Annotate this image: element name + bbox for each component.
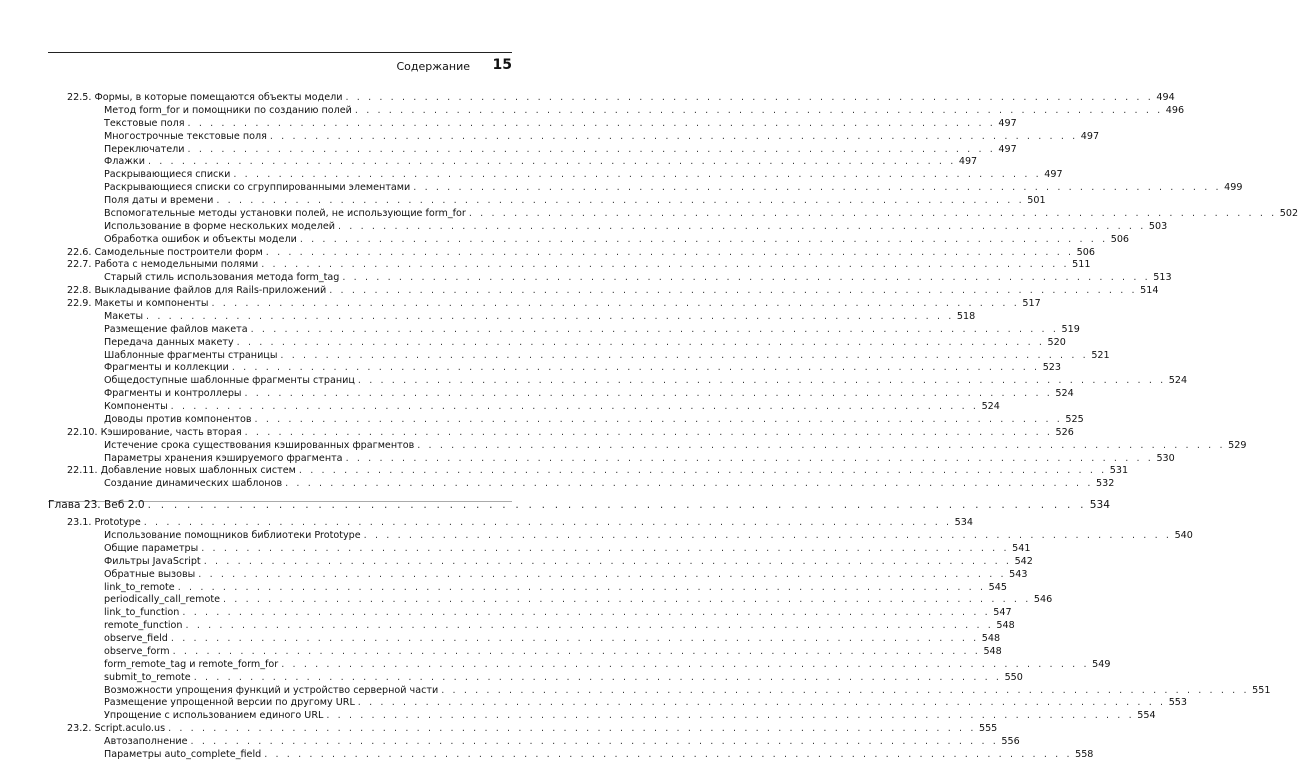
toc-entry-title: remote_function (104, 620, 183, 632)
toc-entry (48, 452, 1175, 466)
toc-entry-page: 526 (1055, 426, 1074, 438)
toc-entry-title: Многострочные текстовые поля (104, 130, 267, 142)
toc-entry-title: Старый стиль использования метода form_tag (104, 272, 340, 284)
toc-entry (48, 594, 1053, 607)
toc-entry-title: Шаблонные фрагменты страницы (104, 349, 278, 361)
toc-entry-title: observe_field (104, 633, 168, 644)
toc-leader-dots: . . . . . . . . . . . . . . . . . . . . . . . . . . . . . . . . . . . . . . . . . . . . . . . . . . . . . . . . . . . . . . . . . . . . . . . . (172, 645, 981, 657)
toc-entry-title: submit_to_remote (104, 671, 191, 683)
toc-entry (48, 259, 1091, 272)
toc-entry (48, 426, 1074, 440)
toc-entry-page: 511 (1072, 259, 1091, 271)
toc-entry-page: 541 (1012, 542, 1031, 554)
toc-leader-dots: . . . . . . . . . . . . . . . . . . . . . . . . . . . . . . . . . . . . . . . . . . . . . . . . . . . . . . . . . . . . . . . . . . . . . . . . (182, 607, 991, 619)
toc-entry-title: Вспомогательные методы установки полей, не использующие form_for (104, 207, 466, 219)
toc-entry-title: link_to_function (104, 607, 180, 619)
toc-entry (48, 736, 1020, 749)
toc-entry-page: 547 (993, 607, 1012, 619)
toc-entry-page: 494 (1156, 92, 1175, 103)
toc-entry-title: Раскрывающиеся списки (104, 169, 231, 181)
toc-entry-title: 23.1. Prototype (67, 517, 141, 529)
toc-entry-title: 23.2. Script.aculo.us (67, 723, 166, 735)
toc-entry-page: 551 (1252, 684, 1271, 696)
toc-leader-dots: . . . . . . . . . . . . . . . . . . . . . . . . . . . . . . . . . . . . . . . . . . . . . . . . . . . . . . . . . . . . . . . . . . . . . . . . (143, 517, 952, 529)
toc-entry (48, 478, 1115, 491)
toc-leader-dots: . . . . . . . . . . . . . . . . . . . . . . . . . . . . . . . . . . . . . . . . . . . . . . . . . . . . . . . . . . . . . . . . . . . . . . . . (468, 207, 1277, 219)
toc-entry-title: 22.5. Формы, в которые помещаются объекты модели (67, 92, 343, 103)
toc-entry-page: 497 (998, 117, 1017, 129)
toc-entry (48, 117, 1017, 131)
toc-entry (48, 607, 1012, 620)
toc-entry-page: 554 (1137, 710, 1156, 722)
toc-entry-title: Раскрывающиеся списки со сгруппированными элементами (104, 182, 411, 194)
toc-entry (48, 195, 1046, 208)
toc-entry-page: 548 (996, 620, 1015, 632)
toc-leader-dots: . . . . . . . . . . . . . . . . . . . . . . . . . . . . . . . . . . . . . . . . . . . . . . . . . . . . . . . . . . . . . . . . . . . . . . . . (326, 710, 1135, 722)
toc-entry (48, 581, 1007, 595)
toc-leader-dots: . . . . . . . . . . . . . . . . . . . . . . . . . . . . . . . . . . . . . . . . . . . . . . . . . . . . . . . . . . . . . . . . . . . . . . . . (413, 182, 1222, 194)
toc-leader-dots: . . . . . . . . . . . . . . . . . . . . . . . . . . . . . . . . . . . . . . . . . . . . . . . . . . . . . . . . . . . . . . . . . . . . . . . . (216, 195, 1025, 206)
toc-entry-page: 524 (1055, 388, 1074, 400)
toc-leader-dots: . . . . . . . . . . . . . . . . . . . . . . . . . . . . . . . . . . . . . . . . . . . . . . . . . . . . . . . . . . . . . . . . . . . . . . . . (198, 568, 1007, 580)
toc-entry-page: 506 (1110, 233, 1130, 245)
toc-leader-dots: . . . . . . . . . . . . . . . . . . . . . . . . . . . . . . . . . . . . . . . . . . . . . . . . . . . . . . . . . . . . . . . . . . . . . . . . (236, 336, 1045, 348)
toc-entry (48, 388, 1074, 401)
toc-entry (48, 349, 1110, 363)
toc-entry (48, 207, 1298, 221)
toc-leader-dots: . . . . . . . . . . . . . . . . . . . . . . . . . . . . . . . . . . . . . . . . . . . . . . . . . . . . . . . . . . . . . . . . . . . . . . . . (211, 298, 1020, 309)
toc-leader-dots: . . . . . . . . . . . . . . . . . . . . . . . . . . . . . . . . . . . . . . . . . . . . . . . . . . . . . . . . . . . . . . . . . . . . . . . . (177, 581, 986, 593)
toc-entry-title: Истечение срока существования кэшированных фрагментов (104, 439, 415, 451)
toc-entry (48, 401, 1000, 414)
toc-entry-page: 556 (1001, 736, 1020, 747)
toc-entry (48, 530, 1193, 543)
toc-entry (48, 723, 998, 736)
toc-entry-title: 22.9. Макеты и компоненты (67, 298, 209, 309)
toc-entry (48, 568, 1028, 582)
toc-entry-page: 497 (958, 156, 978, 168)
toc-entry-page: 540 (1174, 530, 1193, 541)
toc-entry-title: Переключатели (104, 143, 185, 155)
toc-entry (48, 246, 1095, 260)
toc-entry-title: Фрагменты и контроллеры (104, 388, 242, 400)
toc-entry (48, 323, 1080, 337)
toc-entry (48, 298, 1041, 311)
toc-entry-page: 555 (978, 723, 998, 735)
toc-entry-page: 534 (1089, 499, 1110, 512)
toc-entry (48, 362, 1062, 375)
running-head-title: Содержание (396, 60, 470, 73)
toc-entry-title: 22.11. Добавление новых шаблонных систем (67, 465, 296, 477)
toc-entry-page: 501 (1027, 195, 1046, 206)
toc-entry-page: 519 (1061, 323, 1080, 335)
toc-entry-page: 534 (954, 517, 973, 529)
toc-leader-dots: . . . . . . . . . . . . . . . . . . . . . . . . . . . . . . . . . . . . . . . . . . . . . . . . . . . . . . . . . . . . . . . . . . . . . . . . (168, 723, 976, 735)
toc-leader-dots: . . . . . . . . . . . . . . . . . . . . . . . . . . . . . . . . . . . . . . . . . . . . . . . . . . . . . . . . . . . . . . . . . . . . . . . . (265, 246, 1074, 258)
toc-entry-page: 496 (1165, 104, 1185, 116)
toc-entry (48, 310, 976, 324)
toc-entry (48, 220, 1168, 234)
toc-leader-dots: . . . . . . . . . . . . . . . . . . . . . . . . . . . . . . . . . . . . . . . . . . . . . . . . . . . . . . . . . . . . . . . . . . . . . . . . (329, 285, 1138, 297)
toc-entry-title: Размещение упрощенной версии по другому URL (104, 697, 355, 709)
toc-entry-title: Упрощение с использованием единого URL (104, 710, 324, 722)
toc-entry-page: 529 (1228, 439, 1247, 451)
toc-leader-dots: . . . . . . . . . . . . . . . . . . . . . . . . . . . . . . . . . . . . . . . . . . . . . . . . . . . . . . . . . . . . . . . . . . . . . . . . (254, 413, 1063, 425)
toc-entry (48, 645, 1002, 659)
toc-entry (48, 517, 973, 530)
toc-leader-dots: . . . . . . . . . . . . . . . . . . . . . . . . . . . . . . . . . . . . . . . . . . . . . . . . . . . . . . . . . . . . . . . . . . . . . . . . (233, 169, 1042, 181)
toc-entry-title: Метод form_for и помощники по созданию полей (104, 104, 352, 116)
toc-leader-dots: . . . . . . . . . . . . . . . . . . . . . . . . . . . . . . . . . . . . . . . . . . . . . . . . . . . . . . . . . . . . . . . . . . . . . . . . (354, 104, 1163, 116)
toc-entry-page: 549 (1092, 658, 1111, 670)
toc-entry-page: 531 (1109, 465, 1129, 477)
toc-entry (48, 710, 1156, 723)
toc-entry (48, 439, 1247, 453)
toc-entry-title: Обработка ошибок и объекты модели (104, 233, 297, 245)
toc-leader-dots: . . . . . . . . . . . . . . . . . . . . . . . . . . . . . . . . . . . . . . . . . . . . . . . . . . . . . . . . . . . . . . . . . . . . . . . . (231, 362, 1040, 374)
toc-entry-page: 517 (1022, 298, 1041, 309)
toc-entry-page: 521 (1091, 349, 1110, 361)
page-header (48, 52, 512, 83)
toc-entry-page: 548 (981, 633, 1001, 644)
toc-entry-title: Макеты (104, 310, 144, 322)
toc-entry (48, 336, 1066, 350)
toc-leader-dots: . . . . . . . . . . . . . . . . . . . . . . . . . . . . . . . . . . . . . . . . . . . . . . . . . . . . . . . . . . . . . . . . . . . . . . . . (170, 401, 979, 412)
toc-entry (48, 542, 1031, 556)
toc-leader-dots: . . . . . . . . . . . . . . . . . . . . . . . . . . . . . . . . . . . . . . . . . . . . . . . . . . . . . . . . . . . . . . . . . . . . . . . . (345, 452, 1154, 464)
toc-leader-dots: . . . . . . . . . . . . . . . . . . . . . . . . . . . . . . . . . . . . . . . . . . . . . . . . . . . . . . . . . . . . . . . . . . . . . . . . (342, 272, 1151, 284)
toc-leader-dots: . . . . . . . . . . . . . . . . . . . . . . . . . . . . . . . . . . . . . . . . . . . . . . . . . . . . . . . . . . . . . . . . . . . . . . . . (190, 736, 999, 747)
toc-entry-page: 532 (1096, 478, 1115, 490)
toc-entry (48, 748, 1094, 762)
toc-leader-dots: . . . . . . . . . . . . . . . . . . . . . . . . . . . . . . . . . . . . . . . . . . . . . . . . . . . . . . . . . . . . . . . . . . . . . . . . (244, 426, 1053, 438)
toc-entry (48, 413, 1084, 427)
toc-entry-title: Фильтры JavaScript (104, 555, 201, 567)
toc-entry-page: 499 (1224, 182, 1243, 194)
toc-entry (48, 375, 1188, 388)
toc-entry-title: Поля даты и времени (104, 195, 214, 206)
toc-entry-page: 546 (1033, 594, 1053, 606)
toc-entry (48, 555, 1033, 569)
toc-entry-page: 550 (1004, 671, 1023, 683)
toc-leader-dots: . . . . . . . . . . . . . . . . . . . . . . . . . . . . . . . . . . . . . . . . . . . . . . . . . . . . . . . . . . . . . . . . . . . . . . . . (261, 259, 1070, 271)
toc-leader-dots: . . . . . . . . . . . . . . . . . . . . . . . . . . . . . . . . . . . . . . . . . . . . . . . . . . . . . . . . . . . . . . . . . . . . . . . . (187, 117, 996, 129)
toc-entry-page: 497 (1044, 169, 1063, 181)
toc-leader-dots: . . . . . . . . . . . . . . . . . . . . . . . . . . . . . . . . . . . . . . . . . . . . . . . . . . . . . . . . . . . . . . . . . . . . . . . . (299, 233, 1108, 245)
toc-entry-page: 497 (998, 143, 1017, 155)
toc-leader-dots: . . . . . . . . . . . . . . . . . . . . . . . . . . . . . . . . . . . . . . . . . . . . . . . . . . . . . . . . . . . . . . . . . . . . . . . . (441, 684, 1250, 696)
toc-entry (48, 169, 1063, 182)
toc-leader-dots: . . . . . . . . . . . . . . . . . . . . . . . . . . . . . . . . . . . . . . . . . . . . . . . . . . . . . . . . . . . . . . . . . . . . . . . . (357, 375, 1166, 387)
table-of-contents (48, 92, 1298, 762)
toc-entry (48, 156, 978, 169)
toc-leader-dots: . . . . . . . . . . . . . . . . . . . . . . . . . . . . . . . . . . . . . . . . . . . . . . . . . . . . . . . . . . . . . . . . . . . . . . . . (357, 697, 1166, 709)
toc-entry-title: Использование помощников библиотеки Prototype (104, 530, 361, 541)
toc-entry-page: 518 (956, 310, 976, 322)
toc-leader-dots: . . . . . . . . . . . . . . . . . . . . . . . . . . . . . . . . . . . . . . . . . . . . . . . . . . . . . . . . . . . . . . . . . . . . . . . . (170, 633, 979, 644)
toc-leader-dots: . . . . . . . . . . . . . . . . . . . . . . . . . . . . . . . . . . . . . . . . . . . . . . . . . . . . . . . . . . . . . . . . . . . . . . . . (417, 439, 1226, 451)
toc-entry-title: Глава 23. Веб 2.0 (48, 499, 145, 512)
toc-entry-title: Использование в форме нескольких моделей (104, 220, 335, 232)
toc-entry (48, 233, 1130, 247)
toc-entry-page: 553 (1168, 697, 1187, 709)
toc-leader-dots: . . . . . . . . . . . . . . . . . . . . . . . . . . . . . . . . . . . . . . . . . . . . . . . . . . . . . . . . . . . . . . . . . . . . . . . . (281, 658, 1090, 670)
toc-entry (48, 684, 1271, 698)
toc-leader-dots: . . . . . . . . . . . . . . . . . . . . . . . . . . . . . . . . . . . . . . . . . . . . . . . . . . . . . . . . . . . . . . . . . . . . . . . . (363, 530, 1172, 541)
toc-entry-title: Общедоступные шаблонные фрагменты страниц (104, 375, 355, 387)
toc-entry-page: 514 (1140, 285, 1159, 297)
toc-leader-dots: . . . . . . . . . . . . . . . . . . . . . . . . . . . . . . . . . . . . . . . . . . . . . . . . . . . . . . . . . . . . . . . . . . . . . . . . (185, 620, 994, 632)
toc-entry-title: periodically_call_remote (104, 594, 220, 606)
toc-leader-dots: . . . . . . . . . . . . . . . . . . . . . . . . . . . . . . . . . . . . . . . . . . . . . . . . . . . . . . . . . . . . . . . . . . . . . . . . (298, 465, 1107, 477)
toc-entry-title: Передача данных макету (104, 336, 234, 348)
toc-entry-page: 530 (1156, 452, 1175, 464)
toc-entry-title: Флажки (104, 156, 145, 168)
toc-entry (48, 104, 1185, 118)
toc-entry-title: Обратные вызовы (104, 568, 196, 580)
toc-chapter-entry (48, 497, 1110, 513)
page-number: 15 (492, 57, 512, 73)
toc-entry (48, 633, 1001, 646)
toc-entry-title: observe_form (104, 645, 170, 657)
toc-leader-dots: . . . . . . . . . . . . . . . . . . . . . . . . . . . . . . . . . . . . . . . . . . . . . . . . . . . . . . . . . . . . . . . . . . . . . . . . (337, 220, 1146, 232)
toc-entry (48, 620, 1015, 633)
toc-entry-page: 524 (981, 401, 1000, 412)
toc-entry-title: Компоненты (104, 401, 168, 412)
toc-leader-dots: . . . . . . . . . . . . . . . . . . . . . . . . . . . . . . . . . . . . . . . . . . . . . . . . . . . . . . . . . . . . . . . . . . . . . . . . (244, 388, 1053, 400)
toc-entry (48, 143, 1017, 157)
toc-leader-dots: . . . . . . . . . . . . . . . . . . . . . . . . . . . . . . . . . . . . . . . . . . . . . . . . . . . . . . . . . . . . . . . . . . . . . . . . (250, 323, 1059, 335)
toc-entry-page: 503 (1148, 220, 1168, 232)
toc-entry (48, 658, 1111, 672)
toc-entry-page: 502 (1279, 207, 1298, 219)
toc-entry-page: 520 (1047, 336, 1066, 348)
toc-entry (48, 697, 1187, 710)
toc-entry-page: 506 (1076, 246, 1095, 258)
toc-entry-page: 542 (1014, 555, 1033, 567)
toc-entry-page: 548 (983, 645, 1002, 657)
toc-leader-dots: . . . . . . . . . . . . . . . . . . . . . . . . . . . . . . . . . . . . . . . . . . . . . . . . . . . . . . . . . . . . . . . . . . . . . . . . (222, 594, 1031, 606)
toc-entry-title: Автозаполнение (104, 736, 188, 747)
toc-entry-page: 543 (1009, 568, 1028, 580)
toc-entry (48, 130, 1100, 144)
toc-leader-dots: . . . . . . . . . . . . . . . . . . . . . . . . . . . . . . . . . . . . . . . . . . . . . . . . . . . . . . . . . . . . . . . . . . . . . . . . (147, 156, 956, 168)
toc-leader-dots: . . . . . . . . . . . . . . . . . . . . . . . . . . . . . . . . . . . . . . . . . . . . . . . . . . . . . . . . . . . . . . . . . . . . . . . . (193, 671, 1002, 683)
toc-entry (48, 671, 1023, 685)
toc-entry-page: 497 (1080, 130, 1100, 142)
toc-entry-title: form_remote_tag и remote_form_for (104, 658, 279, 670)
toc-entry-page: 558 (1075, 748, 1094, 760)
toc-entry-title: Возможности упрощения функций и устройство серверной части (104, 684, 439, 696)
toc-leader-dots: . . . . . . . . . . . . . . . . . . . . . . . . . . . . . . . . . . . . . . . . . . . . . . . . . . . . . . . . . . . . . . . . . . . . . . . . (269, 130, 1078, 142)
toc-entry-title: 22.8. Выкладывание файлов для Rails-приложений (67, 285, 327, 297)
toc-entry (48, 465, 1129, 478)
toc-entry-title: 22.6. Самодельные построители форм (67, 246, 263, 258)
toc-leader-dots: . . . . . . . . . . . . . . . . . . . . . . . . . . . . . . . . . . . . . . . . . . . . . . . . . . . . . . . . . . . . . . . . . . . . . . . . (345, 92, 1154, 103)
toc-entry (48, 92, 1175, 105)
toc-entry-page: 523 (1042, 362, 1062, 374)
toc-entry-title: Создание динамических шаблонов (104, 478, 283, 490)
toc-leader-dots: . . . . . . . . . . . . . . . . . . . . . . . . . . . . . . . . . . . . . . . . . . . . . . . . . . . . . . . . . . . . . . . . . . . . . . . . (146, 310, 954, 322)
toc-entry (48, 272, 1172, 285)
toc-leader-dots: . . . . . . . . . . . . . . . . . . . . . . . . . . . . . . . . . . . . . . . . . . . . . . . . . . . . . . . . . . . . . . . . . . . . . . . . (147, 499, 1087, 512)
toc-entry-title: Фрагменты и коллекции (104, 362, 229, 374)
toc-entry-title: Доводы против компонентов (104, 413, 252, 425)
toc-entry-title: link_to_remote (104, 581, 175, 593)
toc-entry-title: Размещение файлов макета (104, 323, 248, 335)
toc-entry-page: 545 (988, 581, 1007, 593)
toc-entry-title: Параметры auto_complete_field (104, 748, 262, 760)
toc-entry-page: 524 (1168, 375, 1188, 387)
toc-entry-title: Общие параметры (104, 542, 199, 554)
toc-leader-dots: . . . . . . . . . . . . . . . . . . . . . . . . . . . . . . . . . . . . . . . . . . . . . . . . . . . . . . . . . . . . . . . . . . . . . . . . (201, 542, 1010, 554)
toc-entry-title: Текстовые поля (104, 117, 185, 129)
toc-leader-dots: . . . . . . . . . . . . . . . . . . . . . . . . . . . . . . . . . . . . . . . . . . . . . . . . . . . . . . . . . . . . . . . . . . . . . . . . (203, 555, 1012, 567)
toc-entry-page: 513 (1153, 272, 1172, 284)
toc-leader-dots: . . . . . . . . . . . . . . . . . . . . . . . . . . . . . . . . . . . . . . . . . . . . . . . . . . . . . . . . . . . . . . . . . . . . . . . . (187, 143, 996, 155)
toc-entry (48, 285, 1159, 298)
toc-leader-dots: . . . . . . . . . . . . . . . . . . . . . . . . . . . . . . . . . . . . . . . . . . . . . . . . . . . . . . . . . . . . . . . . . . . . . . . . (264, 748, 1073, 760)
toc-leader-dots: . . . . . . . . . . . . . . . . . . . . . . . . . . . . . . . . . . . . . . . . . . . . . . . . . . . . . . . . . . . . . . . . . . . . . . . . (280, 349, 1089, 361)
toc-entry (48, 182, 1243, 195)
toc-entry-title: 22.7. Работа с немодельными полями (67, 259, 259, 271)
toc-entry-title: 22.10. Кэширование, часть вторая (67, 426, 242, 438)
toc-entry-title: Параметры хранения кэшируемого фрагмента (104, 452, 343, 464)
toc-entry-page: 525 (1065, 413, 1084, 425)
toc-leader-dots: . . . . . . . . . . . . . . . . . . . . . . . . . . . . . . . . . . . . . . . . . . . . . . . . . . . . . . . . . . . . . . . . . . . . . . . . (285, 478, 1093, 490)
